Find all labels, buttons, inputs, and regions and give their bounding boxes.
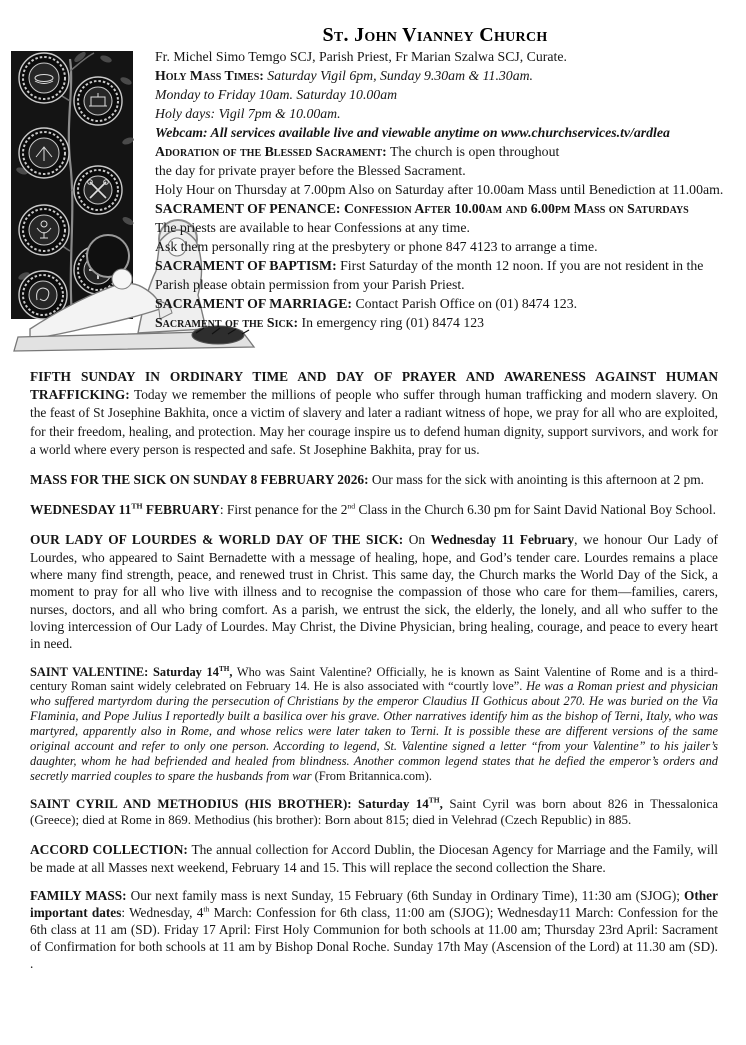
holy-hour-line: Holy Hour on Thursday at 7.00pm Also on Saturday after 10.00am Mass until Benediction at 11.00am. [155, 182, 724, 197]
article-family-heading: FAMILY MASS: [30, 888, 127, 904]
article-cyril: SAINT CYRIL AND METHODIUS (HIS BROTHER): Saturday 14TH, Saint Cyril was born about 826 in Thessalonica (Greece); died at Rome in 869. Methodius (his brother): Born about 815; died in Velehrad (Czech Republic) in 885. [30, 795, 718, 828]
penance-text1: The priests are available to hear Confessions at any time. [155, 220, 470, 235]
article-accord-heading: ACCORD COLLECTION: [30, 841, 188, 857]
mass-times-label: Holy Mass Times: [155, 68, 264, 83]
article-trafficking: FIFTH SUNDAY IN ORDINARY TIME AND DAY OF PRAYER AND AWARENESS AGAINST HUMAN TRAFFICKING: Today we remember the millions of people who suffer through human trafficking and modern slavery. On the feast of St Josephine Bakhita, once a victim of slavery and later a radiant witness of hope, we pray for all who are exploited, for their freedom, healing, and protection. May her courage inspire us to defend human dignity, support survivors, and work for a world where every person is respected and safe. St Josephine Bakhita, pray for us. [30, 369, 718, 457]
mass-times-holydays: Holy days: Vigil 7pm & 10.00am. [155, 106, 341, 121]
article-family-mass: FAMILY MASS: Our next family mass is next Sunday, 15 February (6th Sunday in Ordinary Time), 11:30 am (SJOG); Other important dates: Wednesday, 4th March: Confession for 6th class, 11:00 am (SJOG); Wednesday11 March: Confession for the 6th class at 11 am (SD). Friday 17 April: First Holy Communion for both schools at 11.00 am; Thursday 23rd April: Sacrament of Confirmation for both schools at 11 am by Bishop Donal Roche. Sunday 17th May (Ascension of the Lord) at 11.30 am (SD). . [30, 888, 718, 971]
article-mass-for-sick: MASS FOR THE SICK ON SUNDAY 8 FEBRUARY 2026: Our mass for the sick with anointing is this afternoon at 2 pm. [30, 472, 705, 488]
webcam-line: Webcam: All services available live and viewable anytime on www.churchservices.tv/ardlea [155, 125, 670, 140]
mass-times-weekday: Monday to Friday 10am. Saturday 10.00am [155, 87, 398, 102]
article-accord: ACCORD COLLECTION: The annual collection for Accord Dublin, the Diocesan Agency for Marriage and the Family, will be made at all Masses next weekend, February 14 and 15. This will replace the second collection the Share. [30, 841, 718, 875]
article-trafficking-heading: FIFTH SUNDAY IN ORDINARY TIME AND DAY OF PRAYER AND AWARENESS AGAINST HUMAN TRAFFICKING: [30, 369, 718, 403]
article-first-penance: WEDNESDAY 11TH FEBRUARY: First penance for the 2nd Class in the Church 6.30 pm for Saint David National Boy School. [30, 501, 716, 518]
baptism-line: SACRAMENT OF BAPTISM: First Saturday of the month 12 noon. If you are not resident in the Parish please obtain permission from your Parish Priest. [155, 258, 704, 292]
sick-line: Sacrament of the Sick: In emergency ring (01) 8474 123 [155, 315, 485, 330]
pieta-engraving-image [10, 51, 145, 353]
page-title: St. John Vianney Church [322, 24, 548, 46]
marriage-line: SACRAMENT OF MARRIAGE: Contact Parish Office on (01) 8474 123. [155, 296, 578, 311]
article-mass-for-sick-heading: MASS FOR THE SICK ON SUNDAY 8 FEBRUARY 2026: [30, 472, 369, 488]
sick-label: Sacrament of the Sick: [155, 315, 299, 330]
adoration-label: Adoration of the Blessed Sacrament: [155, 144, 387, 159]
penance-text2: Ask them personally ring at the presbytery or phone 847 4123 to arrange a time. [155, 239, 598, 254]
penance-heading: SACRAMENT OF PENANCE: Confession After 10.00am and 6.00pm Mass on Saturdays [155, 201, 689, 216]
mass-times-line: Holy Mass Times: Saturday Vigil 6pm, Sunday 9.30am & 11.30am. [155, 68, 534, 83]
baptism-label: SACRAMENT OF BAPTISM: [155, 258, 337, 273]
bulletin-articles [0, 353, 746, 973]
article-lourdes-heading: OUR LADY OF LOURDES & WORLD DAY OF THE SICK: [30, 532, 404, 548]
article-valentine: SAINT VALENTINE: Saturday 14TH, Who was Saint Valentine? Officially, he is known as Saint Valentine of Rome and is a third-century Roman saint widely celebrated on February 14. He is also associated with “courtly love”. He was a Roman priest and physician who suffered martyrdom during the persecution of Christians by the emperor Claudius II Gothicus about 270. He was buried on the Via Flaminia, and Pope Julius I reportedly built a basilica over his grave. Other narratives identify him as the bishop of Terni, Italy, who was martyred, apparently also in Rome, and whose relics were later taken to Terni. It is possible these are different versions of the same original account and refer to only one person. According to legend, St. Valentine signed a letter “from your Valentine” to his jailer’s daughter, whom he had befriended and healed from blindness. Another common legend states that he defied the emperor’s orders and secretly married couples to spare the husbands from war (From Britannica.com). [30, 664, 718, 783]
adoration-section: Adoration of the Blessed Sacrament: The church is open throughout the day for private prayer before the Blessed Sacrament. [155, 144, 560, 178]
marriage-label: SACRAMENT OF MARRIAGE: [155, 296, 352, 311]
clergy-line: Fr. Michel Simo Temgo SCJ, Parish Priest, Fr Marian Szalwa SCJ, Curate. [155, 49, 567, 64]
article-lourdes: OUR LADY OF LOURDES & WORLD DAY OF THE SICK: On Wednesday 11 February, we honour Our Lady of Lourdes, who appeared to Saint Bernadette with a message of healing, hope, and God’s tender care. Lourdes remains a place where many find strength, peace, and renewed trust in Christ. This same day, the Church marks the World Day of the Sick, a moment to pray for all who live with illness and to recognise the compassion of those who care for them—families, carers, nurses, doctors, and all who bring comfort. As a parish, we entrust the sick, the elderly, the lonely, and all who suffer to the loving intercession of Our Lady of Lourdes. May Christ, the Divine Physician, bring healing, courage, and peace to every heart in need. [30, 532, 719, 652]
parish-header [0, 0, 746, 332]
